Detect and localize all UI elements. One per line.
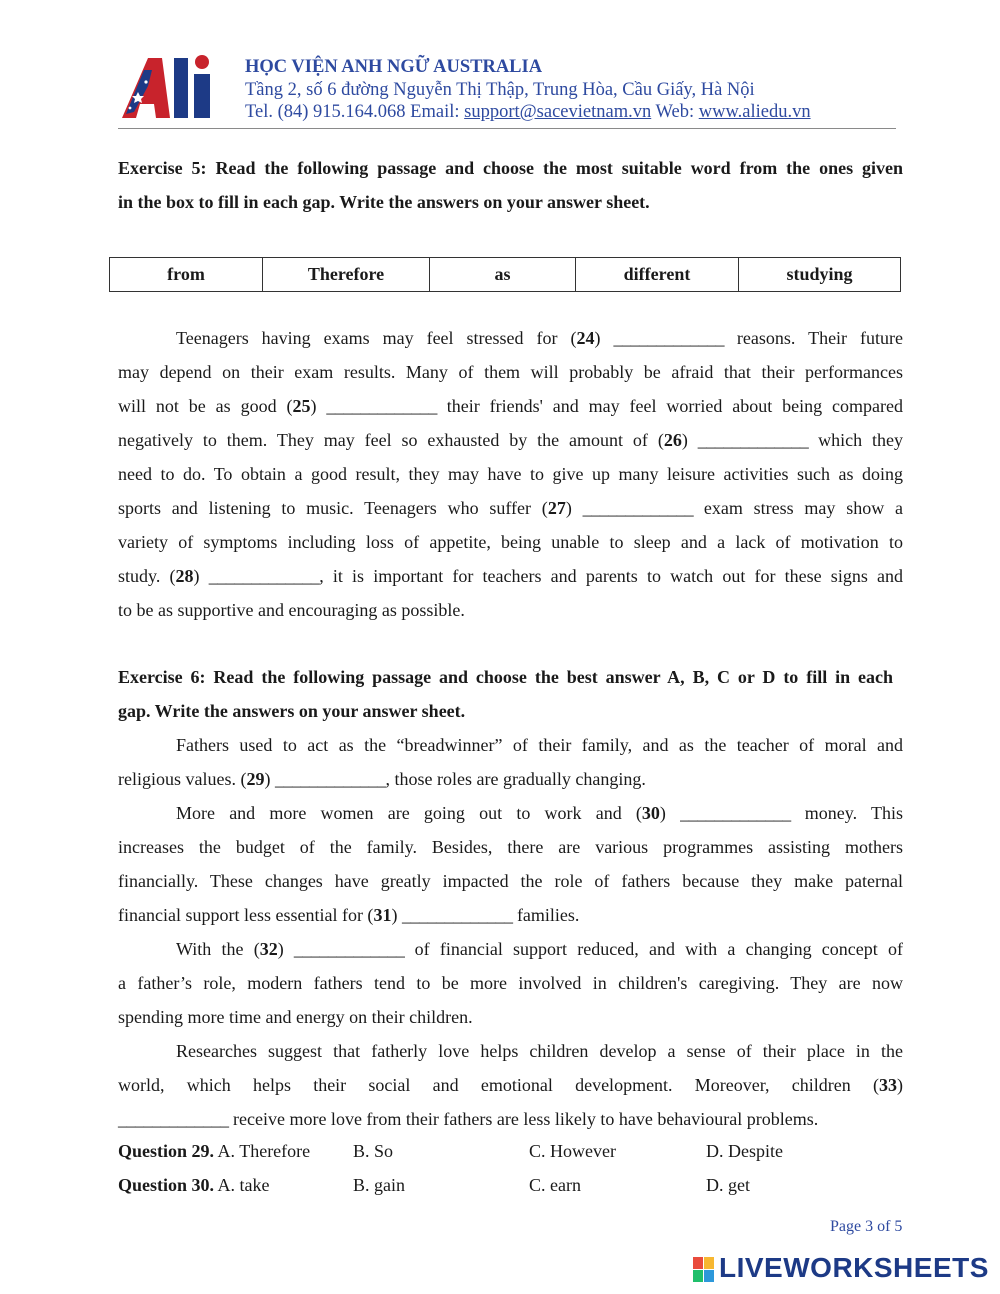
- passage-line: may depend on their exam results. Many of them will probably be afraid that their performances: [118, 362, 903, 382]
- passage-line: will not be as good (25) _____________ their friends' and may feel worried about being compared: [118, 396, 903, 416]
- passage-line: financial support less essential for (31) _____________ families.: [118, 905, 580, 925]
- passage-line: Fathers used to act as the “breadwinner” of their family, and as the teacher of moral and: [176, 735, 903, 755]
- question-30: [118, 1168, 903, 1202]
- organization-address: Tầng 2, số 6 đường Nguyễn Thị Thập, Trung Hòa, Cầu Giấy, Hà Nội: [245, 80, 755, 100]
- gap-33: _____________: [118, 1109, 229, 1129]
- option-a[interactable]: A. take: [217, 1175, 270, 1195]
- word-box-item: as: [430, 258, 576, 292]
- gap-28: _____________: [208, 566, 320, 586]
- passage-line: to be as supportive and encouraging as possible.: [118, 600, 465, 620]
- email-link[interactable]: support@sacevietnam.vn: [464, 102, 652, 122]
- gap-number: 33: [879, 1075, 897, 1095]
- passage-line: study. (28) _____________, it is important for teachers and parents to watch out for these signs and: [118, 566, 903, 586]
- option-c[interactable]: C. However: [529, 1141, 616, 1161]
- passage-line: world, which helps their social and emotional development. Moreover, children (33): [118, 1075, 903, 1095]
- passage-line: increases the budget of the family. Besides, there are various programmes assisting mothers: [118, 837, 903, 857]
- gap-number: 26: [663, 430, 682, 450]
- passage-line: sports and listening to music. Teenagers who suffer (27) _____________ exam stress may show a: [118, 498, 903, 518]
- gap-number: 29: [246, 769, 265, 789]
- option-c[interactable]: C. earn: [529, 1175, 581, 1195]
- passage-line: negatively to them. They may feel so exhausted by the amount of (26) _____________ which they: [118, 430, 903, 450]
- contact-line: [245, 101, 811, 123]
- page-number: Page 3 of 5: [830, 1218, 903, 1235]
- exercise5-instruction-line1: Exercise 5: Read the following passage and choose the most suitable word from the ones given: [118, 158, 903, 178]
- option-d[interactable]: D. get: [706, 1175, 750, 1195]
- gap-number: 32: [259, 939, 278, 959]
- question-29: [118, 1134, 903, 1168]
- gap-number: 24: [576, 328, 595, 348]
- gap-number: 30: [641, 803, 660, 823]
- option-b[interactable]: B. gain: [353, 1175, 405, 1195]
- header-divider: [118, 128, 896, 129]
- gap-24: _____________: [613, 328, 724, 348]
- gap-number: 31: [373, 905, 392, 925]
- exercise6-instruction-line1: Exercise 6: Read the following passage and choose the best answer A, B, C or D to fill in each: [118, 667, 893, 687]
- gap-26: _____________: [697, 430, 809, 450]
- word-box-item: studying: [739, 258, 901, 292]
- organization-name: HỌC VIỆN ANH NGỮ AUSTRALIA: [245, 57, 543, 77]
- gap-25: _____________: [326, 396, 437, 416]
- gap-number: 28: [175, 566, 194, 586]
- passage-line: need to do. To obtain a good result, they may have to give up many leisure activities such as doing: [118, 464, 903, 484]
- exercise5-instruction-line2: in the box to fill in each gap. Write the answers on your answer sheet.: [118, 192, 650, 212]
- option-d[interactable]: D. Despite: [706, 1141, 783, 1161]
- passage-line: With the (32) _____________ of financial support reduced, and with a changing concept of: [176, 939, 903, 959]
- passage-line: Researches suggest that fatherly love helps children develop a sense of their place in the: [176, 1041, 903, 1061]
- gap-number: 27: [547, 498, 566, 518]
- liveworksheets-icon: [693, 1257, 715, 1283]
- exercise6-instruction-line2: gap. Write the answers on your answer sheet.: [118, 701, 466, 721]
- passage-line: religious values. (29) _____________, those roles are gradually changing.: [118, 769, 646, 789]
- passage-line: Teenagers having exams may feel stressed for (24) _____________ reasons. Their future: [176, 328, 904, 348]
- question-label: Question 30.: [118, 1175, 215, 1195]
- word-box: [109, 257, 901, 292]
- word-box-item: different: [576, 258, 739, 292]
- question-label: Question 29.: [118, 1141, 215, 1161]
- gap-27: _____________: [582, 498, 694, 518]
- option-a[interactable]: A. Therefore: [217, 1141, 311, 1161]
- passage-line: _____________ receive more love from their fathers are less likely to have behavioural problems.: [118, 1109, 819, 1129]
- ali-logo: [118, 52, 220, 122]
- word-box-item: from: [110, 258, 263, 292]
- passage-line: More and more women are going out to work and (30) _____________ money. This: [176, 803, 904, 823]
- word-box-item: Therefore: [263, 258, 430, 292]
- gap-31: _____________: [401, 905, 513, 925]
- web-label: Web:: [651, 102, 699, 122]
- gap-32: _____________: [293, 939, 405, 959]
- passage-line: spending more time and energy on their children.: [118, 1007, 473, 1027]
- passage-line: a father’s role, modern fathers tend to be more involved in children's caregiving. They are now: [118, 973, 903, 993]
- tel-label: Tel. (84) 915.164.068 Email:: [245, 102, 465, 122]
- gap-30: _____________: [680, 803, 791, 823]
- gap-number: 25: [292, 396, 311, 416]
- liveworksheets-brand[interactable]: LIVEWORKSHEETS: [719, 1252, 989, 1283]
- website-link[interactable]: www.aliedu.vn: [698, 102, 811, 122]
- option-b[interactable]: B. So: [353, 1141, 394, 1161]
- passage-line: variety of symptoms including loss of appetite, being unable to sleep and a lack of motivation to: [118, 532, 903, 552]
- passage-line: financially. These changes have greatly impacted the role of fathers because they make paternal: [118, 871, 903, 891]
- gap-29: _____________: [274, 769, 386, 789]
